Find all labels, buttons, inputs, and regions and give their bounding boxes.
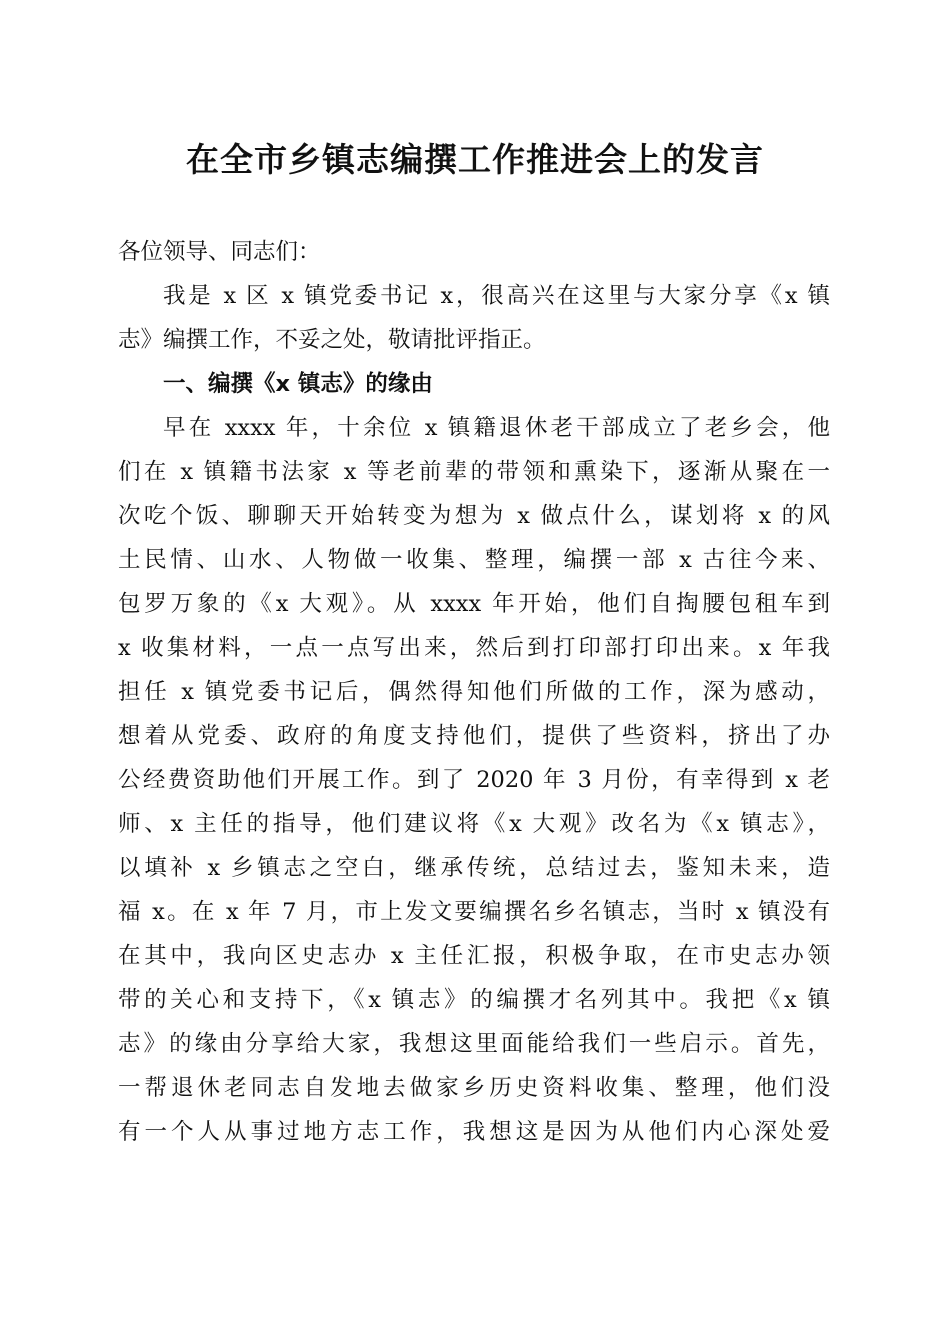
paragraph-line: 们在 x 镇籍书法家 x 等老前辈的带领和熏染下，逐渐从聚在一 (118, 459, 830, 485)
section-heading: 一、编撰《x 镇志》的缘由 (163, 371, 433, 397)
paragraph-line: 以填补 x 乡镇志之空白，继承传统，总结过去，鉴知未来，造 (118, 855, 830, 881)
paragraph-line: 包罗万象的《x 大观》。从 xxxx 年开始，他们自掏腰包租车到 (118, 591, 830, 617)
paragraph-line: 早在 xxxx 年，十余位 x 镇籍退休老干部成立了老乡会，他 (163, 415, 830, 441)
paragraph-line: 担任 x 镇党委书记后，偶然得知他们所做的工作，深为感动， (118, 679, 830, 705)
paragraph-line: 师、x 主任的指导，他们建议将《x 大观》改名为《x 镇志》， (118, 811, 830, 837)
document-body (118, 230, 830, 1154)
paragraph-line: 志》的缘由分享给大家，我想这里面能给我们一些启示。首先， (118, 1031, 830, 1057)
paragraph-line: 次吃个饭、聊聊天开始转变为想为 x 做点什么，谋划将 x 的风 (118, 503, 830, 529)
paragraph-line: 带的关心和支持下，《x 镇志》的编撰才名列其中。我把《x 镇 (118, 987, 830, 1013)
intro-line: 志》编撰工作，不妥之处，敬请批评指正。 (118, 327, 546, 353)
paragraph-line: x 收集材料，一点一点写出来，然后到打印部打印出来。x 年我 (118, 635, 830, 661)
paragraph-line: 福 x。在 x 年 7 月，市上发文要编撰名乡名镇志，当时 x 镇没有 (118, 899, 830, 925)
document-title: 在全市乡镇志编撰工作推进会上的发言 (186, 140, 764, 179)
intro-line: 我是 x 区 x 镇党委书记 x，很高兴在这里与大家分享《x 镇 (163, 283, 830, 309)
paragraph-line: 在其中，我向区史志办 x 主任汇报，积极争取，在市史志办领 (118, 943, 830, 969)
salutation: 各位领导、同志们： (118, 239, 321, 265)
paragraph-line: 一帮退休老同志自发地去做家乡历史资料收集、整理，他们没 (118, 1075, 830, 1101)
paragraph-line: 公经费资助他们开展工作。到了 2020 年 3 月份，有幸得到 x 老 (118, 767, 830, 793)
paragraph-line: 想着从党委、政府的角度支持他们，提供了些资料，挤出了办 (118, 723, 830, 749)
paragraph-line: 土民情、山水、人物做一收集、整理，编撰一部 x 古往今来、 (118, 547, 830, 573)
paragraph-line: 有一个人从事过地方志工作，我想这是因为从他们内心深处爱 (118, 1119, 830, 1145)
